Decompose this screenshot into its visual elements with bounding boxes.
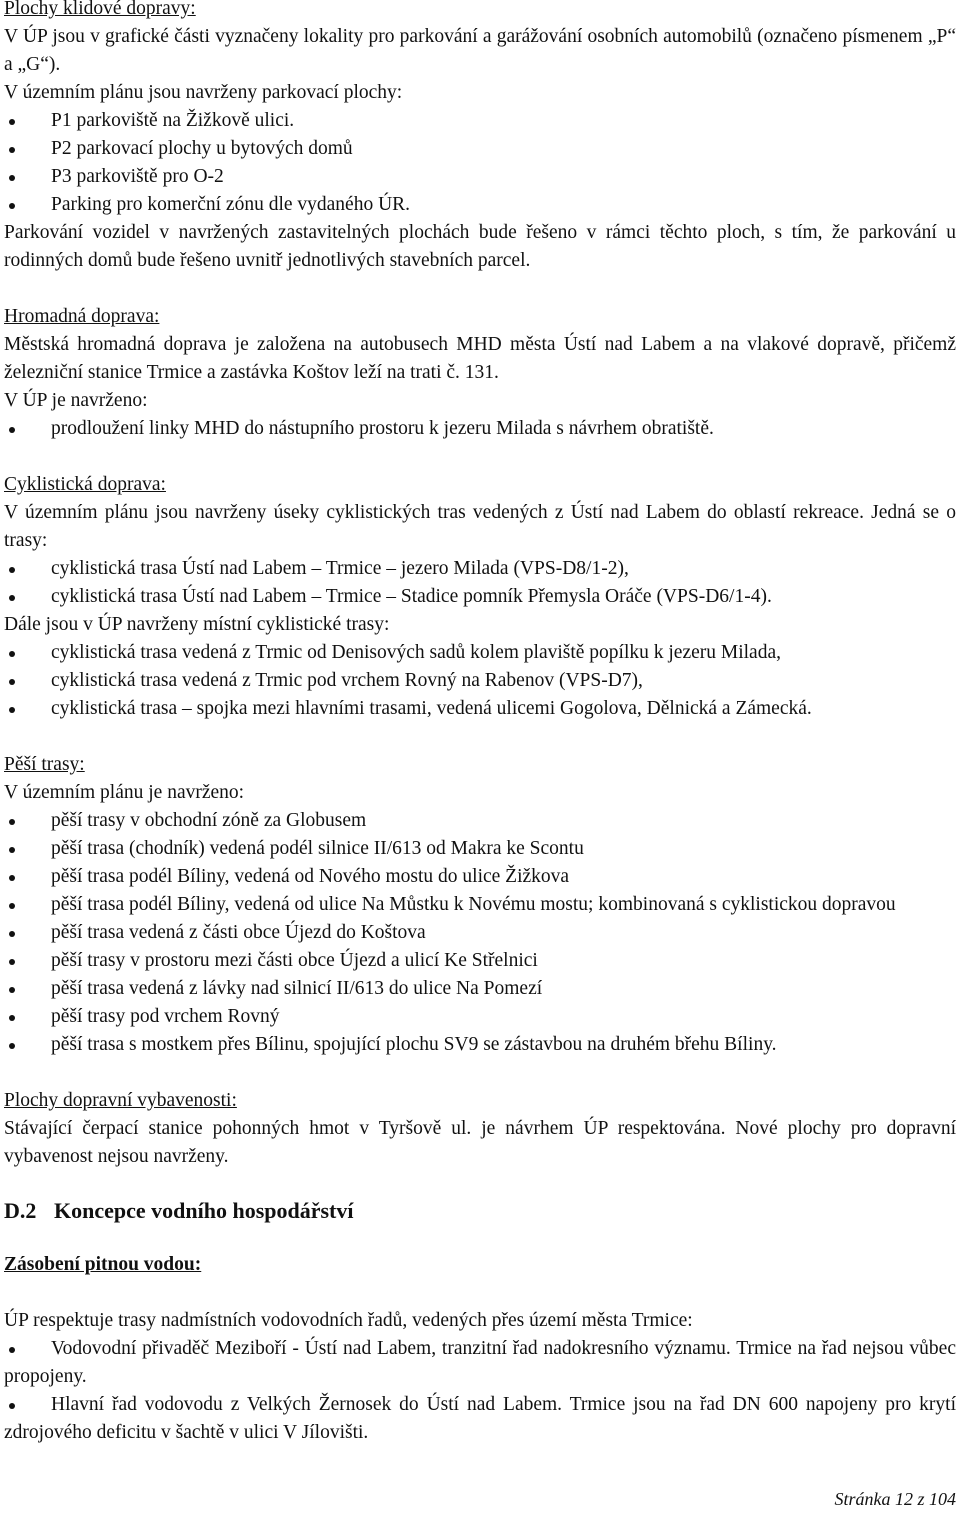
list-item: cyklistická trasa vedená z Trmic od Denisových sadů kolem plaviště popílku k jezeru Milada, <box>51 642 781 663</box>
page-footer <box>834 1488 956 1510</box>
facilities-heading: Plochy dopravní vybavenosti: <box>4 1090 237 1111</box>
footer-total-pages: 104 <box>929 1489 956 1509</box>
cycling-heading: Cyklistická doprava: <box>4 474 166 495</box>
list-item: cyklistická trasa – spojka mezi hlavními trasami, vedená ulicemi Gogolova, Dělnická a Zámecká. <box>51 698 812 719</box>
pedestrian-lead: V územním plánu je navrženo: <box>4 782 245 803</box>
mass-transit-heading: Hromadná doprava: <box>4 306 160 327</box>
cycling-list <box>4 555 956 611</box>
list-item: pěší trasy v prostoru mezi části obce Újezd a ulicí Ke Střelnici <box>51 950 538 971</box>
cycling-local-list <box>4 639 956 723</box>
list-item: prodloužení linky MHD do nástupního prostoru k jezeru Milada s návrhem obratiště. <box>51 418 714 439</box>
list-item: Parking pro komerční zónu dle vydaného ÚR. <box>51 194 411 215</box>
list-item: pěší trasa s mostkem přes Bílinu, spojující plochu SV9 se zástavbou na druhém břehu Bíliny. <box>51 1034 777 1055</box>
parking-list <box>4 107 956 219</box>
water-list <box>4 1335 956 1447</box>
mass-transit-lead: V ÚP je navrženo: <box>4 390 148 411</box>
section-heading <box>4 1197 956 1225</box>
list-item: pěší trasy pod vrchem Rovný <box>51 1006 280 1027</box>
parking-note: Parkování vozidel v navržených zastavitelných plochách bude řešeno v rámci těchto ploch, s tím, že parkování u rodinných domů bude řešeno uvnitř jednotlivých stavebních parcel. <box>4 222 956 271</box>
list-item: pěší trasy v obchodní zóně za Globusem <box>51 810 367 831</box>
list-item: cyklistická trasa Ústí nad Labem – Trmice – jezero Milada (VPS-D8/1-2), <box>51 558 629 579</box>
list-item: Hlavní řad vodovodu z Velkých Žernosek do Ústí nad Labem. Trmice jsou na řad DN 600 napojeny pro krytí zdrojového deficitu v šachtě v ulici V Jílovišti. <box>4 1394 956 1443</box>
list-item: pěší trasa podél Bíliny, vedená od Nového mostu do ulice Žižkova <box>51 866 570 887</box>
footer-page-number: 12 <box>894 1489 913 1509</box>
list-item: pěší trasa vedená z lávky nad silnicí II/613 do ulice Na Pomezí <box>51 978 543 999</box>
facilities-text: Stávající čerpací stanice pohonných hmot v Tyršově ul. je návrhem ÚP respektována. Nové plochy pro dopravní vybavenost nejsou navrženy. <box>4 1118 956 1167</box>
list-item: Vodovodní přivaděč Meziboří - Ústí nad Labem, tranzitní řad nadokresního významu. Trmice na řad nejsou vůbec propojeny. <box>4 1338 956 1387</box>
cycling-text: V územním plánu jsou navrženy úseky cyklistických tras vedených z Ústí nad Labem do oblastí rekreace. Jedná se o trasy: <box>4 502 956 551</box>
list-item: P2 parkovací plochy u bytových domů <box>51 138 353 159</box>
pedestrian-list <box>4 807 956 1059</box>
section-title: Koncepce vodního hospodářství <box>54 1198 354 1223</box>
list-item: pěší trasa (chodník) vedená podél silnice II/613 od Makra ke Scontu <box>51 838 584 859</box>
list-item: P1 parkoviště na Žižkově ulici. <box>51 110 295 131</box>
parking-intro: V ÚP jsou v grafické části vyznačeny lokality pro parkování a garážování osobních automobilů (označeno písmenem „P“ a „G“). <box>4 26 956 75</box>
document-page <box>4 0 956 1447</box>
water-intro: ÚP respektuje trasy nadmístních vodovodních řadů, vedených přes území města Trmice: <box>4 1310 693 1331</box>
water-heading: Zásobení pitnou vodou: <box>4 1254 202 1275</box>
mass-transit-text: Městská hromadná doprava je založena na autobusech MHD města Ústí nad Labem a na vlakové dopravě, přičemž železniční stanice Trmice a zastávka Koštov leží na trati č. 131. <box>4 334 956 383</box>
parking-heading: Plochy klidové dopravy: <box>4 0 196 19</box>
list-item: P3 parkoviště pro O-2 <box>51 166 224 187</box>
list-item: cyklistická trasa vedená z Trmic pod vrchem Rovný na Rabenov (VPS-D7), <box>51 670 643 691</box>
cycling-lead2: Dále jsou v ÚP navrženy místní cyklistické trasy: <box>4 614 390 635</box>
parking-lead: V územním plánu jsou navrženy parkovací plochy: <box>4 82 403 103</box>
footer-of: z <box>917 1489 925 1509</box>
list-item: pěší trasa podél Bíliny, vedená od ulice Na Můstku k Novému mostu; kombinovaná s cyklistickou dopravou <box>51 894 896 915</box>
mass-transit-list <box>4 415 956 443</box>
pedestrian-heading: Pěší trasy: <box>4 754 85 775</box>
list-item: pěší trasa vedená z části obce Újezd do Koštova <box>51 922 426 943</box>
section-code: D.2 <box>4 1198 37 1223</box>
footer-label: Stránka <box>834 1489 891 1509</box>
list-item: cyklistická trasa Ústí nad Labem – Trmice – Stadice pomník Přemysla Oráče (VPS-D6/1-4). <box>51 586 772 607</box>
